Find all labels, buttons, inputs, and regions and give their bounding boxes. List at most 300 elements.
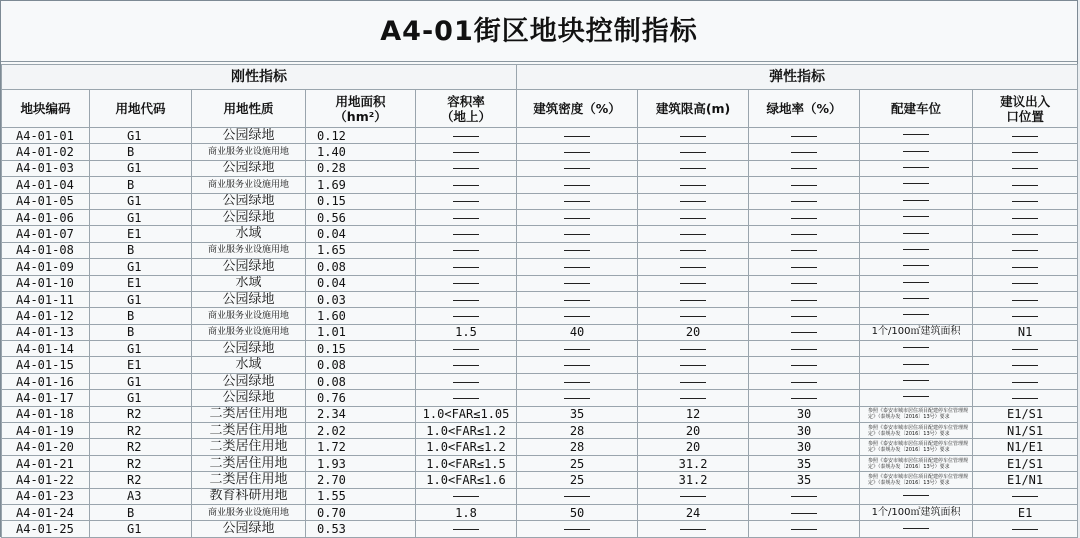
dash-mark [564, 283, 590, 284]
cell-far: 1.0<FAR≤1.2 [416, 439, 517, 455]
cell-nature: 商业服务业设施用地 [192, 308, 306, 324]
dash-mark [453, 136, 479, 137]
cell-parking [860, 128, 973, 144]
dash-mark [1012, 201, 1038, 202]
cell-area: 0.76 [306, 390, 416, 406]
cell-density [517, 259, 638, 275]
area-unit: （hm²） [334, 108, 387, 124]
cell-parking: 参照《泰安市城市居住项目配建停车位管理规定》（泰规办发〔2016〕13号）要求 [860, 439, 973, 455]
dash-mark [1012, 316, 1038, 317]
cell-nature: 商业服务业设施用地 [192, 242, 306, 258]
cell-far [416, 373, 517, 389]
cell-height: 20 [638, 423, 749, 439]
cell-access [973, 242, 1078, 258]
cell-area: 2.02 [306, 423, 416, 439]
cell-nature: 公园绿地 [192, 259, 306, 275]
cell-land: G1 [90, 373, 192, 389]
cell-area: 0.12 [306, 128, 416, 144]
cell-density: 25 [517, 472, 638, 488]
dash-mark [453, 267, 479, 268]
cell-parking [860, 209, 973, 225]
dash-mark [791, 168, 817, 169]
cell-height [638, 308, 749, 324]
col-header-density: 建筑密度（%） [517, 90, 638, 128]
cell-height [638, 193, 749, 209]
cell-area: 1.40 [306, 144, 416, 160]
area-label: 用地面积 [335, 93, 386, 109]
dash-mark [1012, 136, 1038, 137]
dash-mark [564, 218, 590, 219]
col-header-land-code: 用地代码 [90, 90, 192, 128]
cell-nature: 二类居住用地 [192, 439, 306, 455]
dash-mark [791, 218, 817, 219]
dash-mark [903, 314, 929, 315]
cell-land: R2 [90, 439, 192, 455]
cell-code: A4-01-08 [2, 242, 90, 258]
table-row [2, 242, 1078, 258]
cell-access: E1/N1 [973, 472, 1078, 488]
cell-green [749, 144, 860, 160]
cell-density: 28 [517, 423, 638, 439]
dash-mark [564, 267, 590, 268]
cell-density: 28 [517, 439, 638, 455]
dash-mark [791, 365, 817, 366]
cell-area: 0.70 [306, 504, 416, 520]
cell-height [638, 177, 749, 193]
dash-mark [680, 496, 706, 497]
dash-mark [903, 282, 929, 283]
dash-mark [1012, 218, 1038, 219]
cell-land: B [90, 308, 192, 324]
group-flexible-header: 弹性指标 [517, 65, 1078, 90]
cell-height: 20 [638, 439, 749, 455]
cell-green [749, 226, 860, 242]
dash-mark [903, 495, 929, 496]
cell-code: A4-01-10 [2, 275, 90, 291]
dash-mark [1012, 300, 1038, 301]
table-row [2, 226, 1078, 242]
cell-height: 12 [638, 406, 749, 422]
cell-green: 35 [749, 455, 860, 471]
cell-access [973, 390, 1078, 406]
cell-green [749, 324, 860, 340]
cell-area: 0.15 [306, 341, 416, 357]
cell-parking: 参照《泰安市城市居住项目配建停车位管理规定》（泰规办发〔2016〕13号）要求 [860, 472, 973, 488]
cell-code: A4-01-17 [2, 390, 90, 406]
cell-green: 30 [749, 423, 860, 439]
cell-area: 0.04 [306, 226, 416, 242]
cell-code: A4-01-01 [2, 128, 90, 144]
col-header-code: 地块编码 [2, 90, 90, 128]
cell-code: A4-01-14 [2, 341, 90, 357]
cell-access [973, 291, 1078, 307]
cell-parking [860, 390, 973, 406]
cell-height [638, 259, 749, 275]
dash-mark [1012, 185, 1038, 186]
dash-mark [564, 136, 590, 137]
cell-parking [860, 144, 973, 160]
dash-mark [791, 513, 817, 514]
cell-area: 1.69 [306, 177, 416, 193]
cell-land: E1 [90, 226, 192, 242]
dash-mark [903, 167, 929, 168]
cell-density [517, 521, 638, 537]
cell-height [638, 488, 749, 504]
cell-height: 31.2 [638, 455, 749, 471]
cell-code: A4-01-05 [2, 193, 90, 209]
table-row [2, 259, 1078, 275]
cell-code: A4-01-09 [2, 259, 90, 275]
cell-density [517, 128, 638, 144]
cell-nature: 二类居住用地 [192, 423, 306, 439]
cell-green: 30 [749, 439, 860, 455]
cell-green [749, 390, 860, 406]
table-row [2, 193, 1078, 209]
cell-land: G1 [90, 128, 192, 144]
cell-land: G1 [90, 521, 192, 537]
cell-access [973, 226, 1078, 242]
dash-mark [564, 316, 590, 317]
dash-mark [453, 529, 479, 530]
cell-height [638, 521, 749, 537]
cell-parking [860, 259, 973, 275]
dash-mark [791, 201, 817, 202]
cell-far: 1.0<FAR≤1.2 [416, 423, 517, 439]
cell-code: A4-01-15 [2, 357, 90, 373]
cell-nature: 公园绿地 [192, 291, 306, 307]
cell-access: E1 [973, 504, 1078, 520]
cell-access [973, 521, 1078, 537]
cell-access [973, 128, 1078, 144]
table-row [2, 209, 1078, 225]
table-row [2, 291, 1078, 307]
cell-area: 1.55 [306, 488, 416, 504]
dash-mark [564, 234, 590, 235]
dash-mark [564, 152, 590, 153]
cell-land: G1 [90, 259, 192, 275]
cell-code: A4-01-16 [2, 373, 90, 389]
dash-mark [680, 234, 706, 235]
cell-land: E1 [90, 275, 192, 291]
cell-height [638, 373, 749, 389]
cell-green [749, 209, 860, 225]
col-header-far [416, 90, 517, 128]
cell-parking [860, 308, 973, 324]
cell-parking [860, 242, 973, 258]
dash-mark [1012, 365, 1038, 366]
dash-mark [453, 382, 479, 383]
cell-density [517, 373, 638, 389]
cell-density [517, 177, 638, 193]
cell-height [638, 341, 749, 357]
cell-nature: 二类居住用地 [192, 406, 306, 422]
dash-mark [453, 234, 479, 235]
cell-land: G1 [90, 209, 192, 225]
dash-mark [453, 349, 479, 350]
group-header-row [2, 65, 1078, 90]
cell-area: 0.28 [306, 160, 416, 176]
cell-code: A4-01-02 [2, 144, 90, 160]
cell-land: G1 [90, 291, 192, 307]
table-row [2, 439, 1078, 455]
cell-nature: 公园绿地 [192, 209, 306, 225]
dash-mark [791, 349, 817, 350]
cell-height [638, 209, 749, 225]
cell-nature: 公园绿地 [192, 160, 306, 176]
dash-mark [1012, 168, 1038, 169]
cell-land: B [90, 177, 192, 193]
cell-area: 0.08 [306, 357, 416, 373]
far-sublabel: （地上） [441, 108, 492, 124]
cell-parking [860, 291, 973, 307]
dash-mark [791, 529, 817, 530]
cell-green [749, 275, 860, 291]
cell-parking [860, 193, 973, 209]
cell-land: B [90, 504, 192, 520]
cell-nature: 商业服务业设施用地 [192, 177, 306, 193]
dash-mark [1012, 349, 1038, 350]
col-header-access [973, 90, 1078, 128]
cell-parking [860, 226, 973, 242]
dash-mark [1012, 398, 1038, 399]
cell-code: A4-01-04 [2, 177, 90, 193]
col-header-height: 建筑限高(m) [638, 90, 749, 128]
dash-mark [1012, 267, 1038, 268]
dash-mark [453, 496, 479, 497]
dash-mark [791, 496, 817, 497]
cell-land: G1 [90, 160, 192, 176]
cell-far [416, 177, 517, 193]
cell-nature: 二类居住用地 [192, 455, 306, 471]
cell-density: 35 [517, 406, 638, 422]
cell-far [416, 209, 517, 225]
column-header-row [2, 90, 1078, 128]
cell-parking [860, 357, 973, 373]
cell-area: 1.01 [306, 324, 416, 340]
dash-mark [564, 201, 590, 202]
cell-code: A4-01-06 [2, 209, 90, 225]
dash-mark [564, 349, 590, 350]
cell-green [749, 291, 860, 307]
cell-far [416, 308, 517, 324]
cell-green [749, 128, 860, 144]
cell-nature: 水域 [192, 357, 306, 373]
cell-area: 2.70 [306, 472, 416, 488]
dash-mark [903, 200, 929, 201]
cell-parking [860, 488, 973, 504]
cell-nature: 商业服务业设施用地 [192, 324, 306, 340]
dash-mark [564, 250, 590, 251]
cell-parking [860, 177, 973, 193]
cell-access: E1/S1 [973, 455, 1078, 471]
col-header-nature: 用地性质 [192, 90, 306, 128]
dash-mark [453, 300, 479, 301]
cell-height [638, 390, 749, 406]
dash-mark [903, 364, 929, 365]
dash-mark [791, 332, 817, 333]
cell-code: A4-01-18 [2, 406, 90, 422]
dash-mark [1012, 250, 1038, 251]
cell-green: 35 [749, 472, 860, 488]
cell-far [416, 193, 517, 209]
dash-mark [680, 349, 706, 350]
cell-land: G1 [90, 341, 192, 357]
dash-mark [791, 234, 817, 235]
cell-area: 2.34 [306, 406, 416, 422]
cell-density [517, 308, 638, 324]
cell-access [973, 160, 1078, 176]
dash-mark [903, 347, 929, 348]
dash-mark [680, 283, 706, 284]
dash-mark [564, 382, 590, 383]
dash-mark [903, 396, 929, 397]
dash-mark [453, 365, 479, 366]
cell-far [416, 488, 517, 504]
table-row [2, 373, 1078, 389]
dash-mark [680, 529, 706, 530]
dash-mark [680, 382, 706, 383]
cell-far [416, 275, 517, 291]
table-row [2, 406, 1078, 422]
cell-far [416, 291, 517, 307]
cell-parking: 参照《泰安市城市居住项目配建停车位管理规定》（泰规办发〔2016〕13号）要求 [860, 406, 973, 422]
cell-far [416, 259, 517, 275]
dash-mark [680, 168, 706, 169]
cell-far [416, 341, 517, 357]
dash-mark [791, 283, 817, 284]
dash-mark [791, 152, 817, 153]
dash-mark [1012, 382, 1038, 383]
dash-mark [791, 185, 817, 186]
cell-nature: 水域 [192, 226, 306, 242]
cell-area: 1.60 [306, 308, 416, 324]
cell-code: A4-01-03 [2, 160, 90, 176]
cell-code: A4-01-07 [2, 226, 90, 242]
table-row [2, 390, 1078, 406]
cell-land: E1 [90, 357, 192, 373]
cell-nature: 公园绿地 [192, 341, 306, 357]
table-row [2, 455, 1078, 471]
dash-mark [564, 168, 590, 169]
dash-mark [453, 185, 479, 186]
cell-code: A4-01-11 [2, 291, 90, 307]
cell-green [749, 521, 860, 537]
cell-nature: 二类居住用地 [192, 472, 306, 488]
table-row [2, 488, 1078, 504]
dash-mark [453, 152, 479, 153]
table-row [2, 423, 1078, 439]
cell-green: 30 [749, 406, 860, 422]
cell-parking: 1个/100㎡建筑面积 [860, 504, 973, 520]
dash-mark [903, 233, 929, 234]
cell-parking [860, 160, 973, 176]
cell-far: 1.0<FAR≤1.05 [416, 406, 517, 422]
cell-far [416, 128, 517, 144]
cell-code: A4-01-23 [2, 488, 90, 504]
cell-far [416, 357, 517, 373]
cell-access [973, 144, 1078, 160]
dash-mark [564, 365, 590, 366]
dash-mark [453, 201, 479, 202]
cell-green [749, 242, 860, 258]
dash-mark [903, 183, 929, 184]
cell-land: B [90, 324, 192, 340]
cell-code: A4-01-25 [2, 521, 90, 537]
dash-mark [791, 250, 817, 251]
cell-density [517, 242, 638, 258]
dash-mark [903, 134, 929, 135]
cell-area: 1.72 [306, 439, 416, 455]
cell-access [973, 373, 1078, 389]
cell-green [749, 160, 860, 176]
cell-access: N1 [973, 324, 1078, 340]
dash-mark [791, 398, 817, 399]
dash-mark [903, 298, 929, 299]
table-body [2, 128, 1078, 538]
cell-area: 0.53 [306, 521, 416, 537]
cell-land: G1 [90, 193, 192, 209]
cell-access [973, 259, 1078, 275]
cell-code: A4-01-19 [2, 423, 90, 439]
cell-nature: 商业服务业设施用地 [192, 504, 306, 520]
cell-code: A4-01-12 [2, 308, 90, 324]
table-row [2, 341, 1078, 357]
table-row [2, 504, 1078, 520]
dash-mark [903, 528, 929, 529]
cell-green [749, 357, 860, 373]
cell-green [749, 504, 860, 520]
dash-mark [1012, 283, 1038, 284]
dash-mark [791, 316, 817, 317]
cell-density: 40 [517, 324, 638, 340]
dash-mark [903, 216, 929, 217]
cell-nature: 水域 [192, 275, 306, 291]
dash-mark [1012, 496, 1038, 497]
group-rigid-header: 刚性指标 [2, 65, 517, 90]
cell-access [973, 209, 1078, 225]
cell-area: 0.56 [306, 209, 416, 225]
table-row [2, 521, 1078, 537]
cell-height [638, 291, 749, 307]
cell-green [749, 193, 860, 209]
cell-land: G1 [90, 390, 192, 406]
cell-density [517, 144, 638, 160]
cell-height: 20 [638, 324, 749, 340]
cell-parking [860, 341, 973, 357]
dash-mark [453, 283, 479, 284]
dash-mark [680, 152, 706, 153]
cell-far [416, 390, 517, 406]
table-row [2, 128, 1078, 144]
cell-area: 0.08 [306, 373, 416, 389]
cell-height [638, 275, 749, 291]
dash-mark [903, 151, 929, 152]
cell-code: A4-01-21 [2, 455, 90, 471]
dash-mark [564, 185, 590, 186]
cell-land: B [90, 242, 192, 258]
cell-access [973, 357, 1078, 373]
cell-land: R2 [90, 472, 192, 488]
cell-access [973, 177, 1078, 193]
cell-density [517, 193, 638, 209]
cell-access: E1/S1 [973, 406, 1078, 422]
cell-height [638, 226, 749, 242]
cell-parking: 1个/100㎡建筑面积 [860, 324, 973, 340]
cell-area: 1.65 [306, 242, 416, 258]
cell-density [517, 390, 638, 406]
cell-green [749, 259, 860, 275]
dash-mark [791, 300, 817, 301]
